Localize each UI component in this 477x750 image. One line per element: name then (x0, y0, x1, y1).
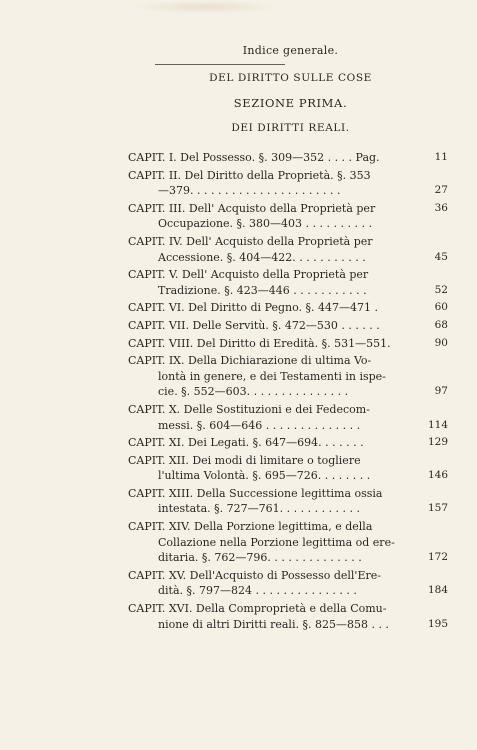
toc-page-number: 146 (427, 469, 448, 482)
toc-entry-line (128, 418, 448, 434)
toc-entry-text: CAPIT. III. Dell' Acquisto della Proprietà per (128, 201, 376, 215)
toc-entry-line (128, 234, 448, 250)
toc-entry-line (128, 250, 448, 266)
toc-entry-text: CAPIT. X. Delle Sostituzioni e dei Fedecom- (128, 402, 370, 416)
toc-entry-text: Tradizione. §. 423—446 . . . . . . . . . . . (158, 283, 367, 297)
toc-entry-line (128, 519, 448, 535)
toc-entry (128, 267, 448, 298)
toc-entry-line (128, 568, 448, 584)
toc-entry-text: CAPIT. VIII. Del Diritto di Eredità. §. 531—551. (128, 336, 391, 350)
toc-entry-text: nione di altri Diritti reali. §. 825—858 . . . (158, 617, 389, 631)
toc-entry-line (128, 300, 448, 316)
toc-entry-line (128, 369, 448, 385)
toc-entry-line (128, 453, 448, 469)
toc-page-number: 195 (427, 617, 448, 630)
subsection-heading: DEI DIRITTI REALI. (231, 122, 350, 134)
toc-entry-line (128, 318, 448, 334)
toc-entry-text: Occupazione. §. 380—403 . . . . . . . . . . (158, 217, 372, 231)
toc-entry (128, 519, 448, 566)
toc-entry-line (128, 501, 448, 517)
toc-entry (128, 336, 448, 352)
toc-entry-line (128, 468, 448, 484)
toc-page-number: 60 (434, 301, 448, 314)
toc-entry-line (128, 168, 448, 184)
toc-entry-text: —379. . . . . . . . . . . . . . . . . . . . . . (158, 184, 341, 198)
toc-page-number: 52 (434, 283, 448, 296)
toc-entry (128, 486, 448, 517)
toc-entry-text: lontà in genere, e dei Testamenti in ispe- (158, 369, 386, 383)
toc-entry-text: CAPIT. I. Del Possesso. §. 309—352 . . . . Pag. (128, 151, 380, 164)
toc-entry-line (128, 201, 448, 217)
toc-entry-text: CAPIT. XVI. Della Comproprietà e della Comu- (128, 602, 387, 616)
paper-stain (130, 0, 280, 14)
toc-entry-line (128, 550, 448, 566)
toc-entry (128, 568, 448, 599)
toc-entry-line (128, 283, 448, 299)
toc-page-number: 90 (434, 336, 448, 349)
toc-entry-line (128, 150, 448, 166)
toc-entry-text: CAPIT. IV. Dell' Acquisto della Proprietà per (128, 234, 373, 248)
toc-entry-line (128, 353, 448, 369)
toc-entry-line (128, 267, 448, 283)
toc-entry-text: CAPIT. XV. Dell'Acquisto di Possesso dell'Ere- (128, 568, 381, 582)
toc-entry-text: intestata. §. 727—761. . . . . . . . . . . . (158, 502, 361, 516)
toc-entry-line (128, 336, 448, 352)
toc-entry (128, 453, 448, 484)
toc-page-number: 114 (427, 418, 448, 431)
page-title: DEL DIRITTO SULLE COSE (209, 72, 372, 84)
toc-entry (128, 168, 448, 199)
toc-page-number: 27 (434, 184, 448, 197)
toc-entry (128, 402, 448, 433)
toc-entry-text: Collazione nella Porzione legittima od ere- (158, 535, 395, 549)
toc-entry-text: dità. §. 797—824 . . . . . . . . . . . . . . . (158, 584, 357, 598)
toc-entry-line (128, 402, 448, 418)
toc-entry (128, 234, 448, 265)
toc-entry-text: CAPIT. VI. Del Diritto di Pegno. §. 447—471 . (128, 301, 379, 315)
toc-page-number: 45 (434, 250, 448, 263)
toc-page-number: 157 (427, 502, 448, 515)
toc-entry (128, 353, 448, 400)
toc-entry (128, 150, 448, 166)
toc-entry-text: CAPIT. XIV. Della Porzione legittima, e della (128, 520, 373, 534)
toc-entry (128, 601, 448, 632)
toc-entry-text: CAPIT. VII. Delle Servitù. §. 472—530 . . . . . . (128, 318, 380, 332)
toc-entry-line (128, 486, 448, 502)
toc-entry-text: messi. §. 604—646 . . . . . . . . . . . . . . (158, 418, 361, 432)
toc-page-number: 172 (427, 551, 448, 564)
toc-page-number: 11 (434, 151, 448, 163)
toc-page-number: 129 (427, 436, 448, 449)
toc-entry-text: Accessione. §. 404—422. . . . . . . . . . . (158, 250, 366, 264)
toc-entry-text: l'ultima Volontà. §. 695—726. . . . . . . . (158, 469, 371, 483)
toc-entry-line (128, 535, 448, 551)
toc-entry-line (128, 617, 448, 633)
table-of-contents (128, 150, 448, 634)
toc-entry-text: CAPIT. II. Del Diritto della Proprietà. §. 353 (128, 168, 371, 182)
toc-entry-text: cie. §. 552—603. . . . . . . . . . . . . . . (158, 385, 349, 399)
toc-entry-line (128, 583, 448, 599)
toc-entry-line (128, 183, 448, 199)
toc-entry (128, 300, 448, 316)
section-heading: SEZIONE PRIMA. (233, 96, 348, 110)
toc-entry-line (128, 601, 448, 617)
toc-entry-text: CAPIT. V. Dell' Acquisto della Proprietà per (128, 268, 369, 282)
toc-entry-line (128, 216, 448, 232)
toc-entry-line (128, 384, 448, 400)
toc-entry-line (128, 435, 448, 451)
toc-page-number: 36 (434, 201, 448, 214)
toc-entry (128, 201, 448, 232)
toc-entry-text: CAPIT. XIII. Della Successione legittima ossia (128, 486, 383, 500)
toc-page-number: 68 (434, 318, 448, 331)
toc-entry (128, 435, 448, 451)
toc-entry-text: CAPIT. IX. Della Dichiarazione di ultima Vo- (128, 354, 372, 368)
toc-page-number: 184 (427, 584, 448, 597)
running-head: Indice generale. (242, 44, 339, 57)
toc-entry-text: ditaria. §. 762—796. . . . . . . . . . . . . . (158, 551, 362, 565)
header-rule (155, 64, 285, 65)
toc-page-number: 97 (434, 385, 448, 398)
toc-entry (128, 318, 448, 334)
toc-entry-text: CAPIT. XI. Dei Legati. §. 647—694. . . . . . . (128, 436, 364, 450)
toc-entry-text: CAPIT. XII. Dei modi di limitare o togliere (128, 453, 361, 467)
